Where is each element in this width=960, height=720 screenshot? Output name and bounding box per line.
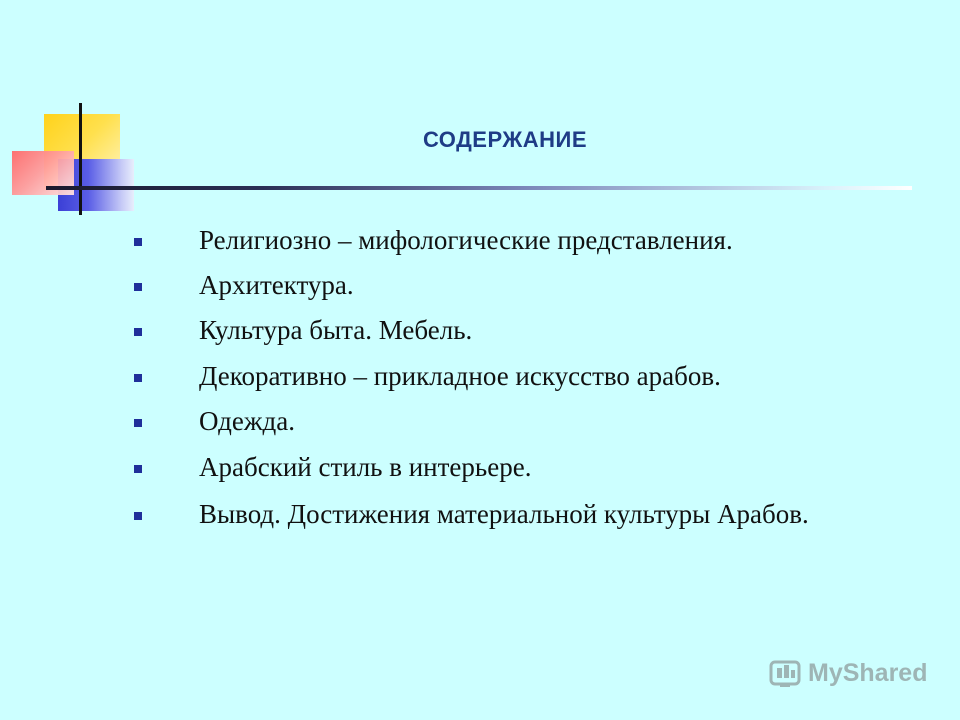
square-bullet-icon bbox=[134, 328, 142, 336]
myshared-logo-icon bbox=[768, 656, 802, 690]
watermark-text: MyShared bbox=[808, 658, 928, 687]
list-item-text: Арабский стиль в интерьере. bbox=[199, 451, 532, 482]
watermark bbox=[768, 656, 927, 690]
list-item bbox=[134, 356, 721, 396]
list-item-text: Религиозно – мифологические представления. bbox=[199, 224, 733, 255]
square-bullet-icon bbox=[134, 374, 142, 382]
square-bullet-icon bbox=[134, 283, 142, 291]
list-item bbox=[134, 447, 531, 487]
list-item bbox=[134, 220, 733, 260]
list-item bbox=[134, 265, 354, 305]
square-bullet-icon bbox=[134, 512, 142, 520]
decorative-vertical-line bbox=[79, 103, 82, 215]
square-bullet-icon bbox=[134, 238, 142, 246]
list-item-text: Одежда. bbox=[199, 405, 295, 436]
slide-title: СОДЕРЖАНИЕ bbox=[422, 127, 588, 152]
list-item bbox=[134, 310, 472, 350]
square-bullet-icon bbox=[134, 465, 142, 473]
square-bullet-icon bbox=[134, 419, 142, 427]
list-item-text: Архитектура. bbox=[199, 269, 354, 300]
list-item bbox=[134, 494, 809, 534]
title-underline bbox=[46, 186, 912, 190]
list-item bbox=[134, 401, 295, 441]
list-item-text: Культура быта. Мебель. bbox=[199, 314, 473, 345]
list-item-text: Декоративно – прикладное искусство арабов. bbox=[199, 360, 721, 391]
list-item-text: Вывод. Достижения материальной культуры Арабов. bbox=[199, 498, 809, 529]
